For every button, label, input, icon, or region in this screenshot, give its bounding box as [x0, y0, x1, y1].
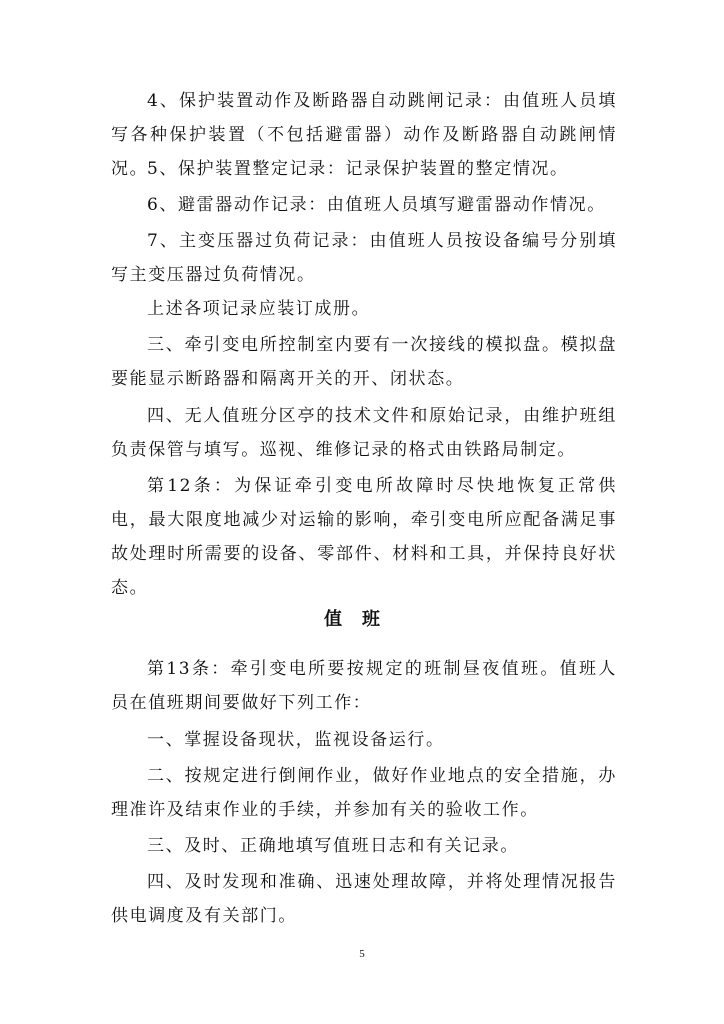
paragraph-duty-item-2: 二、按规定进行倒闸作业，做好作业地点的安全措施，办理准许及结束作业的手续，并参加有关的验收工作。 [111, 766, 617, 820]
paragraph-simulation-panel: 三、牵引变电所控制室内要有一次接线的模拟盘。模拟盘要能显示断路器和隔离开关的开、闭状态。 [111, 335, 617, 389]
paragraph-transformer-overload-record: 7、主变压器过负荷记录：由值班人员按设备编号分别填写主变压器过负荷情况。 [111, 231, 617, 285]
paragraph-duty-item-3: 三、及时、正确地填写值班日志和有关记录。 [147, 836, 519, 856]
paragraph-bound-records: 上述各项记录应装订成册。 [147, 299, 371, 319]
paragraph-duty-item-4: 四、及时发现和准确、迅速处理故障，并将处理情况报告供电调度及有关部门。 [111, 872, 617, 926]
paragraph-article-12: 第12条：为保证牵引变电所故障时尽快地恢复正常供电，最大限度地减少对运输的影响，牵引变电所应配备满足事故处理时所需要的设备、零部件、材料和工具，并保持良好状态。 [111, 476, 617, 598]
paragraph-protection-setting-record: 5、保护装置整定记录：记录保护装置的整定情况。 [147, 159, 569, 179]
section-heading-duty: 值班 [324, 609, 400, 630]
page-number: 5 [359, 948, 365, 960]
paragraph-arrester-record: 6、避雷器动作记录：由值班人员填写避雷器动作情况。 [147, 195, 606, 215]
paragraph-duty-item-1: 一、掌握设备现状，监视设备运行。 [147, 730, 445, 750]
paragraph-protection-trip-record: 4、保护装置动作及断路器自动跳闸记录：由值班人员填写各种保护装置（不包括避雷器）动作及断路器自动跳闸情况。 [111, 91, 617, 179]
paragraph-article-13: 第13条：牵引变电所要按规定的班制昼夜值班。值班人员在值班期间要做好下列工作： [111, 659, 617, 713]
paragraph-unattended-documents: 四、无人值班分区亭的技术文件和原始记录，由维护班组负责保管与填写。巡视、维修记录的格式由铁路局制定。 [111, 406, 617, 460]
